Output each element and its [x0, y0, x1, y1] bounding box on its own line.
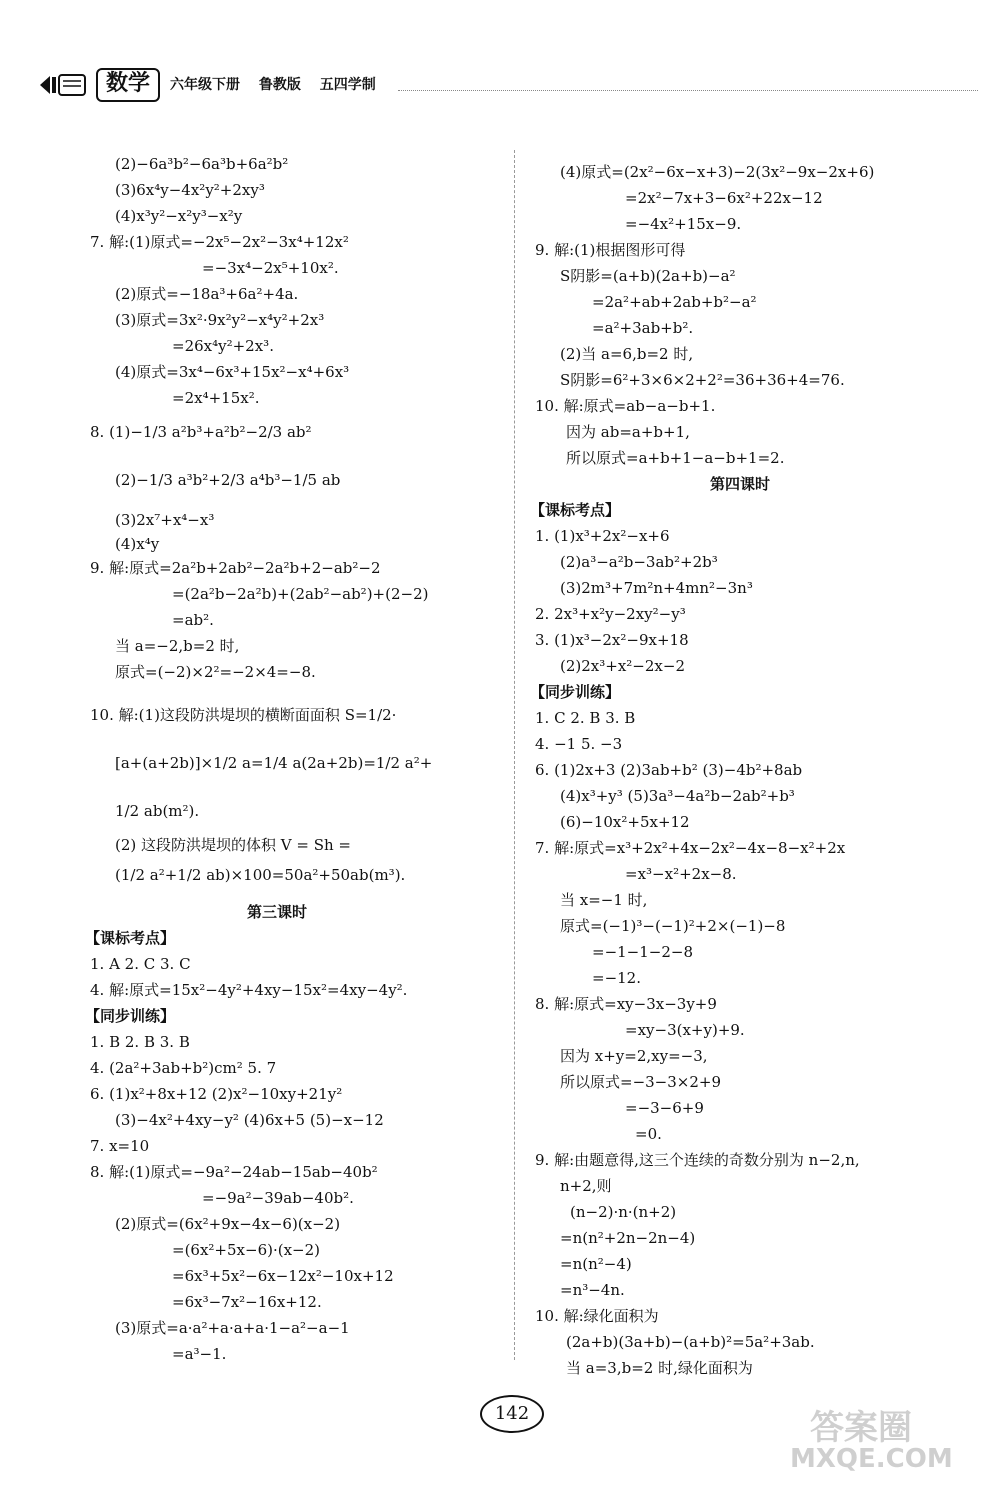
- text-line: (2)−6a³b²−6a³b+6a²b²: [115, 155, 289, 173]
- text-line: =−3x⁴−2x⁵+10x².: [202, 259, 339, 277]
- text-line: =2x²−7x+3−6x²+22x−12: [625, 189, 823, 207]
- text-line: [a+(a+2b)]×1/2 a=1/4 a(2a+2b)=1/2 a²+: [115, 754, 433, 772]
- text-line: =n(n²+2n−2n−4): [560, 1229, 696, 1247]
- text-line: =(2a²b−2a²b)+(2ab²−ab²)+(2−2): [172, 585, 429, 603]
- text-line: 10. 解:(1)这段防洪堤坝的横断面面积 S=1/2·: [90, 706, 397, 724]
- text-line: (2)当 a=6,b=2 时,: [560, 345, 694, 363]
- text-line: (n−2)·n·(n+2): [570, 1203, 677, 1221]
- text-line: (3)−4x²+4xy−y² (4)6x+5 (5)−x−12: [115, 1111, 384, 1129]
- watermark: [790, 1400, 980, 1480]
- text-line: 因为 ab=a+b+1,: [566, 423, 690, 441]
- text-line: (3)原式=a·a²+a·a+a·1−a²−a−1: [115, 1319, 350, 1337]
- text-line: =2a²+ab+2ab+b²−a²: [592, 293, 757, 311]
- text-line: (4)x⁴y: [115, 535, 160, 553]
- text-line: =xy−3(x+y)+9.: [625, 1021, 745, 1039]
- text-line: =−12.: [592, 969, 641, 987]
- section-heading: 【同步训练】: [530, 683, 621, 701]
- column-divider: [514, 150, 515, 1360]
- text-line: 9. 解:(1)根据图形可得: [535, 241, 686, 259]
- text-line: (4)x³y²−x²y³−x²y: [115, 207, 243, 225]
- text-line: 9. 解:原式=2a²b+2ab²−2a²b+2−ab²−2: [90, 559, 381, 577]
- text-line: (2a+b)(3a+b)−(a+b)²=5a²+3ab.: [566, 1333, 815, 1351]
- text-line: 当 a=3,b=2 时,绿化面积为: [566, 1359, 753, 1377]
- text-line: 所以原式=−3−3×2+9: [560, 1073, 722, 1091]
- text-line: =−3−6+9: [625, 1099, 704, 1117]
- text-line: =ab².: [172, 611, 214, 629]
- text-line: =(6x²+5x−6)·(x−2): [172, 1241, 321, 1259]
- page-number: 142: [480, 1395, 544, 1433]
- text-line: 原式=(−1)³−(−1)²+2×(−1)−8: [560, 917, 786, 935]
- text-line: 1. C 2. B 3. B: [535, 709, 636, 727]
- text-line: (2)a³−a²b−3ab²+2b³: [560, 553, 718, 571]
- text-line: 7. x=10: [90, 1137, 150, 1155]
- book-logo-icon: [38, 72, 90, 98]
- watermark-top: 答案圈: [810, 1408, 912, 1448]
- text-line: =x³−x²+2x−8.: [625, 865, 737, 883]
- text-line: (1/2 a²+1/2 ab)×100=50a²+50ab(m³).: [115, 866, 406, 884]
- text-line: 当 x=−1 时,: [560, 891, 648, 909]
- text-line: (2)原式=−18a³+6a²+4a.: [115, 285, 299, 303]
- text-line: 7. 解:原式=x³+2x²+4x−2x²−4x−8−x²+2x: [535, 839, 846, 857]
- text-line: (4)原式=3x⁴−6x³+15x²−x⁴+6x³: [115, 363, 350, 381]
- text-line: =−9a²−39ab−40b².: [202, 1189, 354, 1207]
- text-line: 10. 解:原式=ab−a−b+1.: [535, 397, 716, 415]
- text-line: =0.: [635, 1125, 662, 1143]
- text-line: (4)x³+y³ (5)3a³−4a²b−2ab²+b³: [560, 787, 795, 805]
- text-line: =6x³+5x²−6x−12x²−10x+12: [172, 1267, 394, 1285]
- edition-label: 鲁教版: [258, 77, 301, 93]
- text-line: (3)6x⁴y−4x²y²+2xy³: [115, 181, 265, 199]
- grade-label: 六年级下册: [170, 77, 240, 93]
- text-line: 2. 2x³+x²y−2xy²−y³: [535, 605, 686, 623]
- text-line: 所以原式=a+b+1−a−b+1=2.: [566, 449, 785, 467]
- text-line: 1. (1)x³+2x²−x+6: [535, 527, 670, 545]
- text-line: 7. 解:(1)原式=−2x⁵−2x²−3x⁴+12x²: [90, 233, 349, 251]
- text-line: 8. 解:原式=xy−3x−3y+9: [535, 995, 717, 1013]
- text-line: 1. A 2. C 3. C: [90, 955, 191, 973]
- section-heading: 【课标考点】: [530, 501, 621, 519]
- section-title: 第三课时: [247, 903, 308, 921]
- watermark-bottom: MXQE.COM: [790, 1444, 953, 1474]
- text-line: 8. (1)−1/3 a²b³+a²b²−2/3 ab²: [90, 423, 312, 441]
- text-line: 4. 解:原式=15x²−4y²+4xy−15x²=4xy−4y².: [90, 981, 408, 999]
- text-line: (2)2x³+x²−2x−2: [560, 657, 685, 675]
- section-title: 第四课时: [710, 475, 771, 493]
- text-line: (3)2m³+7m²n+4mn²−3n³: [560, 579, 753, 597]
- text-line: =a³−1.: [172, 1345, 227, 1363]
- text-line: 因为 x+y=2,xy=−3,: [560, 1047, 708, 1065]
- text-line: 原式=(−2)×2²=−2×4=−8.: [115, 663, 316, 681]
- text-line: =2x⁴+15x².: [172, 389, 260, 407]
- text-line: 9. 解:由题意得,这三个连续的奇数分别为 n−2,n,: [535, 1151, 860, 1169]
- text-line: (2)−1/3 a³b²+2/3 a⁴b³−1/5 ab: [115, 471, 341, 489]
- text-line: (4)原式=(2x²−6x−x+3)−2(3x²−9x−2x+6): [560, 163, 875, 181]
- text-line: 4. (2a²+3ab+b²)cm² 5. 7: [90, 1059, 277, 1077]
- text-line: =n(n²−4): [560, 1255, 632, 1273]
- text-line: =a²+3ab+b².: [592, 319, 694, 337]
- text-line: 3. (1)x³−2x²−9x+18: [535, 631, 689, 649]
- text-line: S阴影=6²+3×6×2+2²=36+36+4=76.: [560, 371, 845, 389]
- system-label: 五四学制: [319, 77, 376, 93]
- text-line: =−4x²+15x−9.: [625, 215, 742, 233]
- text-line: 1. B 2. B 3. B: [90, 1033, 190, 1051]
- text-line: 6. (1)2x+3 (2)3ab+b² (3)−4b²+8ab: [535, 761, 803, 779]
- text-line: n+2,则: [560, 1177, 612, 1195]
- text-line: =−1−1−2−8: [592, 943, 694, 961]
- text-line: 当 a=−2,b=2 时,: [115, 637, 240, 655]
- text-line: 6. (1)x²+8x+12 (2)x²−10xy+21y²: [90, 1085, 343, 1103]
- text-line: (6)−10x²+5x+12: [560, 813, 690, 831]
- text-line: 10. 解:绿化面积为: [535, 1307, 659, 1325]
- text-line: =6x³−7x²−16x+12.: [172, 1293, 322, 1311]
- section-heading: 【课标考点】: [85, 929, 176, 947]
- text-line: 1/2 ab(m²).: [115, 802, 200, 820]
- page-header: [38, 68, 958, 102]
- text-line: 8. 解:(1)原式=−9a²−24ab−15ab−40b²: [90, 1163, 378, 1181]
- text-line: =26x⁴y²+2x³.: [172, 337, 274, 355]
- text-line: (2) 这段防洪堤坝的体积 V = Sh =: [115, 836, 351, 854]
- header-rule: [398, 90, 978, 91]
- text-line: (3)2x⁷+x⁴−x³: [115, 511, 215, 529]
- text-line: 4. −1 5. −3: [535, 735, 623, 753]
- text-line: S阴影=(a+b)(2a+b)−a²: [560, 267, 736, 285]
- text-line: =n³−4n.: [560, 1281, 625, 1299]
- text-line: (2)原式=(6x²+9x−4x−6)(x−2): [115, 1215, 341, 1233]
- subject-badge: 数学: [96, 68, 160, 102]
- header-info: [170, 74, 390, 94]
- text-line: (3)原式=3x²·9x²y²−x⁴y²+2x³: [115, 311, 325, 329]
- section-heading: 【同步训练】: [85, 1007, 176, 1025]
